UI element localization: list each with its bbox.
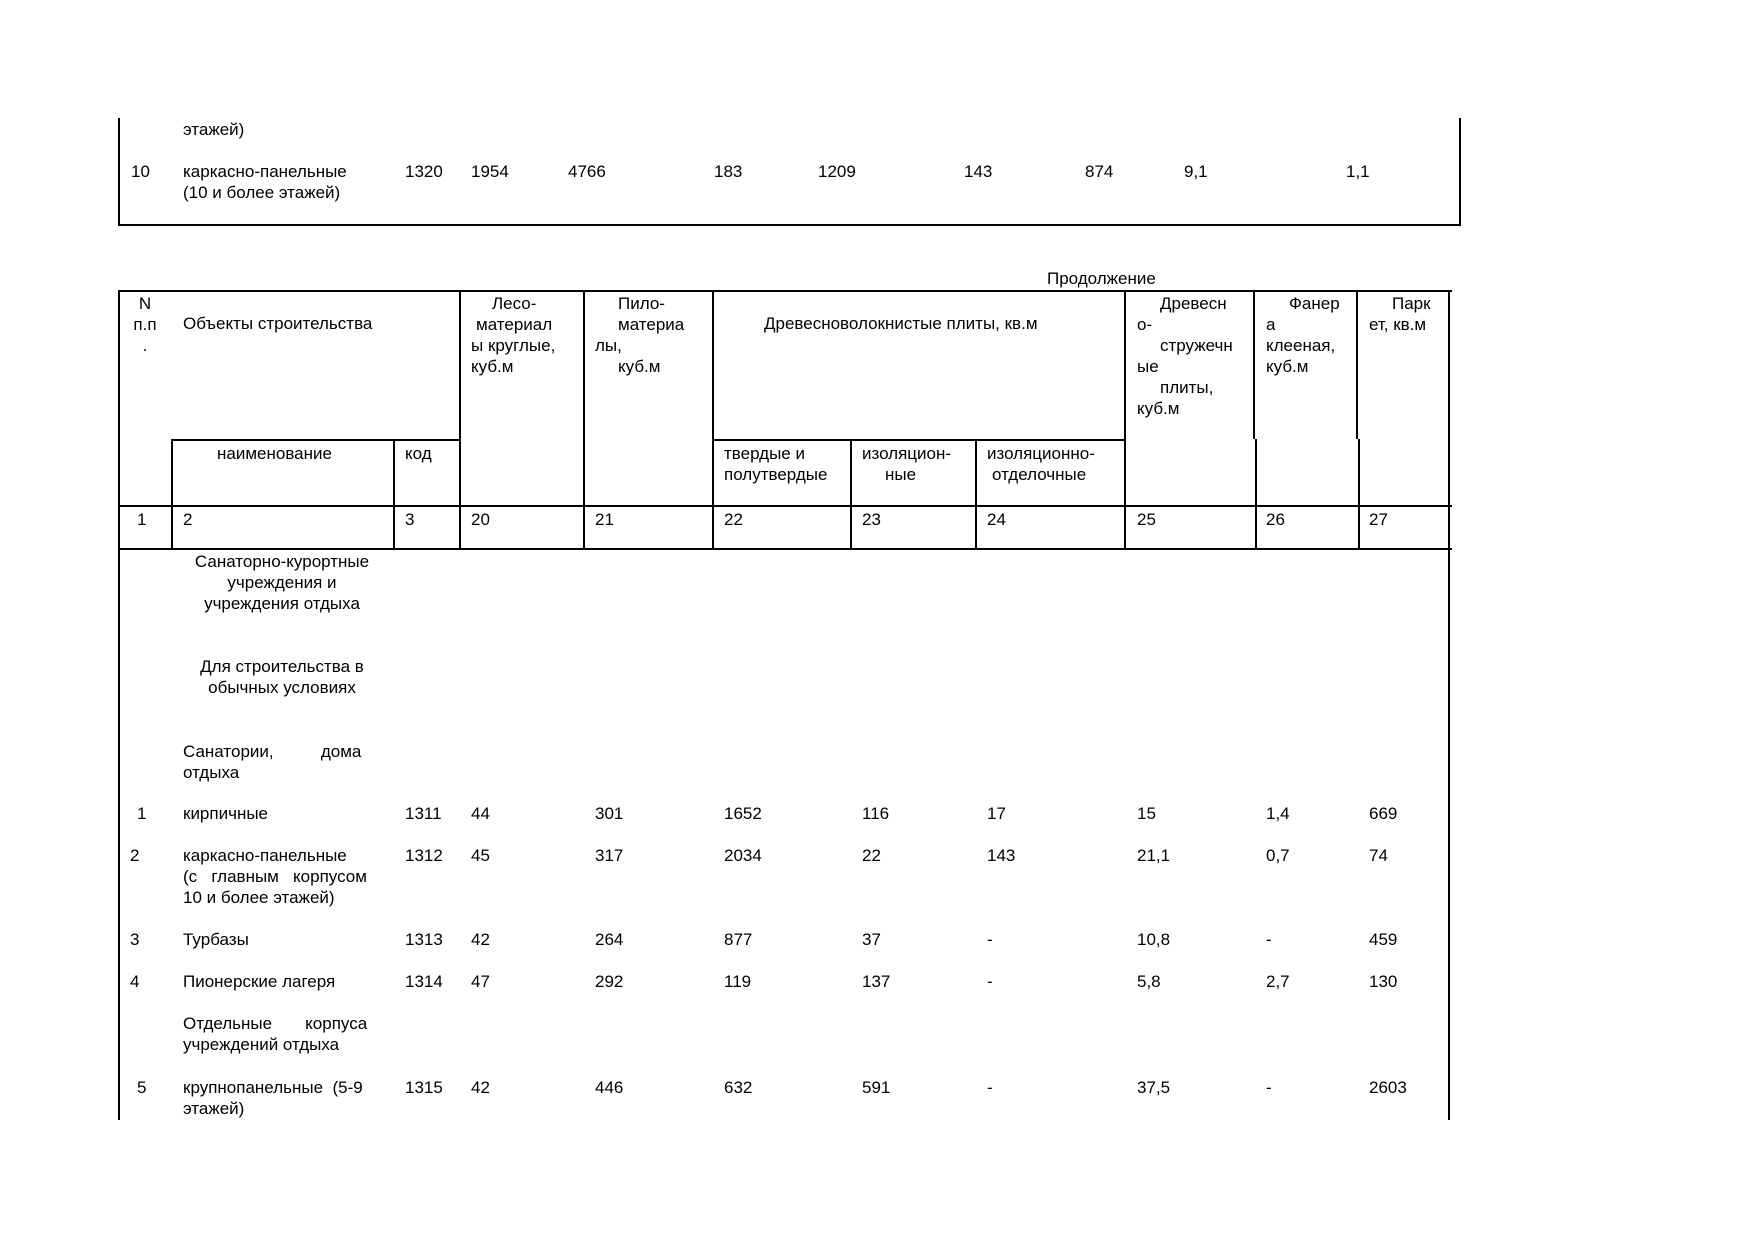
col-number: 22 [724,510,743,529]
top-row10-code: 1320 [405,162,443,181]
row-value: 2603 [1369,1078,1407,1097]
row-code: 1311 [405,804,442,823]
col-number: 23 [862,510,881,529]
row-value: 5,8 [1137,972,1161,991]
header-insulating: изоляцион- ные [862,444,952,484]
row-num: 2 [130,846,140,865]
header-insul-finishing: изоляционно- отделочные [987,444,1095,484]
top-table-right-border [1459,118,1461,226]
col-number: 26 [1266,510,1285,529]
row-value: 292 [595,972,624,991]
row-value: 42 [471,1078,490,1097]
row-name: крупнопанельные (5-9 этажей) [183,1078,363,1118]
row-value: 317 [595,846,624,865]
col-line-fiberboard [1124,290,1126,550]
table-left-border [118,290,120,1120]
top-row10-name-2: (10 и более этажей) [183,183,341,202]
col-number: 25 [1137,510,1156,529]
table-right-border [1448,290,1450,1120]
row-value: - [987,972,993,991]
header-num: N п.п . [133,294,157,355]
header-hard: твердые и полутвердые [724,444,828,484]
row-num: 5 [137,1078,147,1097]
top-row10-num: 10 [131,162,150,181]
row-num: 3 [130,930,140,949]
col-number: 1 [137,510,147,529]
top-row10-value: 143 [964,162,993,181]
row-value: 45 [471,846,490,865]
row-code: 1312 [405,846,443,865]
row-name: кирпичные [183,804,269,823]
row-value: 2034 [724,846,762,865]
row-value: 10,8 [1137,930,1171,949]
top-row10-value: 874 [1085,162,1114,181]
row-value: 137 [862,972,891,991]
col-line-num [171,439,173,550]
col-line-plywood-lower [1358,439,1360,550]
row-value: 116 [862,804,890,823]
row-value: - [987,1078,993,1097]
header-sawn: Пило- материа лы, куб.м [595,294,685,376]
header-parquet: Парк ет, кв.м [1369,294,1431,334]
row-value: 446 [595,1078,624,1097]
row-value: 669 [1369,804,1398,823]
top-table-bottom-border [118,224,1461,226]
header-top-border [118,290,1452,292]
header-fiberboard: Древесноволокнистые плиты, кв.м [764,314,1038,333]
row-name: Пионерские лагеря [183,972,336,991]
top-row10-value: 1209 [818,162,856,181]
col-number: 3 [405,510,415,529]
top-table-left-border [118,118,120,226]
top-row10-value: 1954 [471,162,509,181]
header-plywood: Фанер а клееная, куб.м [1266,294,1340,376]
col-number: 24 [987,510,1006,529]
header-wood-round: Лесо- материал ы круглые, куб.м [471,294,556,376]
header-particle: Древесн о- стружечн ые плиты, куб.м [1137,294,1233,418]
col-line-hard [850,439,852,550]
col-number: 21 [595,510,614,529]
col-line-particle-lower [1255,439,1257,550]
row-code: 1313 [405,930,443,949]
col-number: 2 [183,510,193,529]
subheader-line-objects [172,439,461,441]
row-value: 459 [1369,930,1398,949]
row-value: - [1266,1078,1272,1097]
row-value: 15 [1137,804,1156,823]
row-value: 17 [987,804,1006,823]
col-line-particle-upper [1253,290,1255,439]
row-value: 591 [862,1078,891,1097]
row-code: 1314 [405,972,443,991]
row-value: - [1266,930,1272,949]
subheader-line-fiberboard [712,439,1126,441]
row-value: 1,4 [1266,804,1290,823]
row-code: 1315 [405,1078,443,1097]
col-number: 27 [1369,510,1388,529]
row-value: 877 [724,930,753,949]
col-line-code [459,290,461,550]
row-value: 143 [987,846,1016,865]
row-value: 632 [724,1078,753,1097]
row-num: 1 [137,804,147,823]
col-line-insulating [975,439,977,550]
header-code: код [405,444,432,463]
header-name: наименование [217,444,332,463]
row-value: 301 [595,804,624,823]
top-row10-value: 1,1 [1346,162,1370,181]
row-value: 130 [1369,972,1398,991]
row-name: Турбазы [183,930,249,949]
row-name: каркасно-панельные (с главным корпусом 10 и более этажей) [183,846,367,907]
top-row10-value: 4766 [568,162,606,181]
row-value: 22 [862,846,881,865]
row-value: 119 [724,972,752,991]
group-separate-buildings: Отдельные корпуса учреждений отдыха [183,1014,368,1054]
row-value: - [987,930,993,949]
top-tail-text: этажей) [183,120,245,139]
row-value: 42 [471,930,490,949]
header-objects: Объекты строительства [183,314,373,333]
row-value: 44 [471,804,490,823]
row-value: 21,1 [1137,846,1171,865]
row-num: 4 [130,972,140,991]
section-normal-conditions: Для строительства в обычных условиях [200,657,364,697]
group-sanatoria: Санатории, дома отдыха [183,742,362,782]
row-value: 37 [862,930,881,949]
col-line-name [393,439,395,550]
col-line-plywood-upper [1356,290,1358,439]
top-row10-name-1: каркасно-панельные [183,162,347,181]
column-numbers-top-border [118,505,1452,507]
col-line-sawn [712,290,714,550]
top-row10-value: 183 [714,162,743,181]
row-value: 1652 [724,804,762,823]
row-value: 0,7 [1266,846,1290,865]
row-value: 2,7 [1266,972,1290,991]
row-value: 47 [471,972,490,991]
row-value: 37,5 [1137,1078,1171,1097]
col-number: 20 [471,510,490,529]
continuation-label: Продолжение [1047,269,1156,288]
top-row10-value: 9,1 [1184,162,1208,181]
section-sanatorium: Санаторно-курортные учреждения и учреждения отдыха [194,552,370,613]
col-line-wood [583,290,585,550]
column-numbers-bottom-border [118,548,1452,550]
row-value: 74 [1369,846,1388,865]
row-value: 264 [595,930,624,949]
